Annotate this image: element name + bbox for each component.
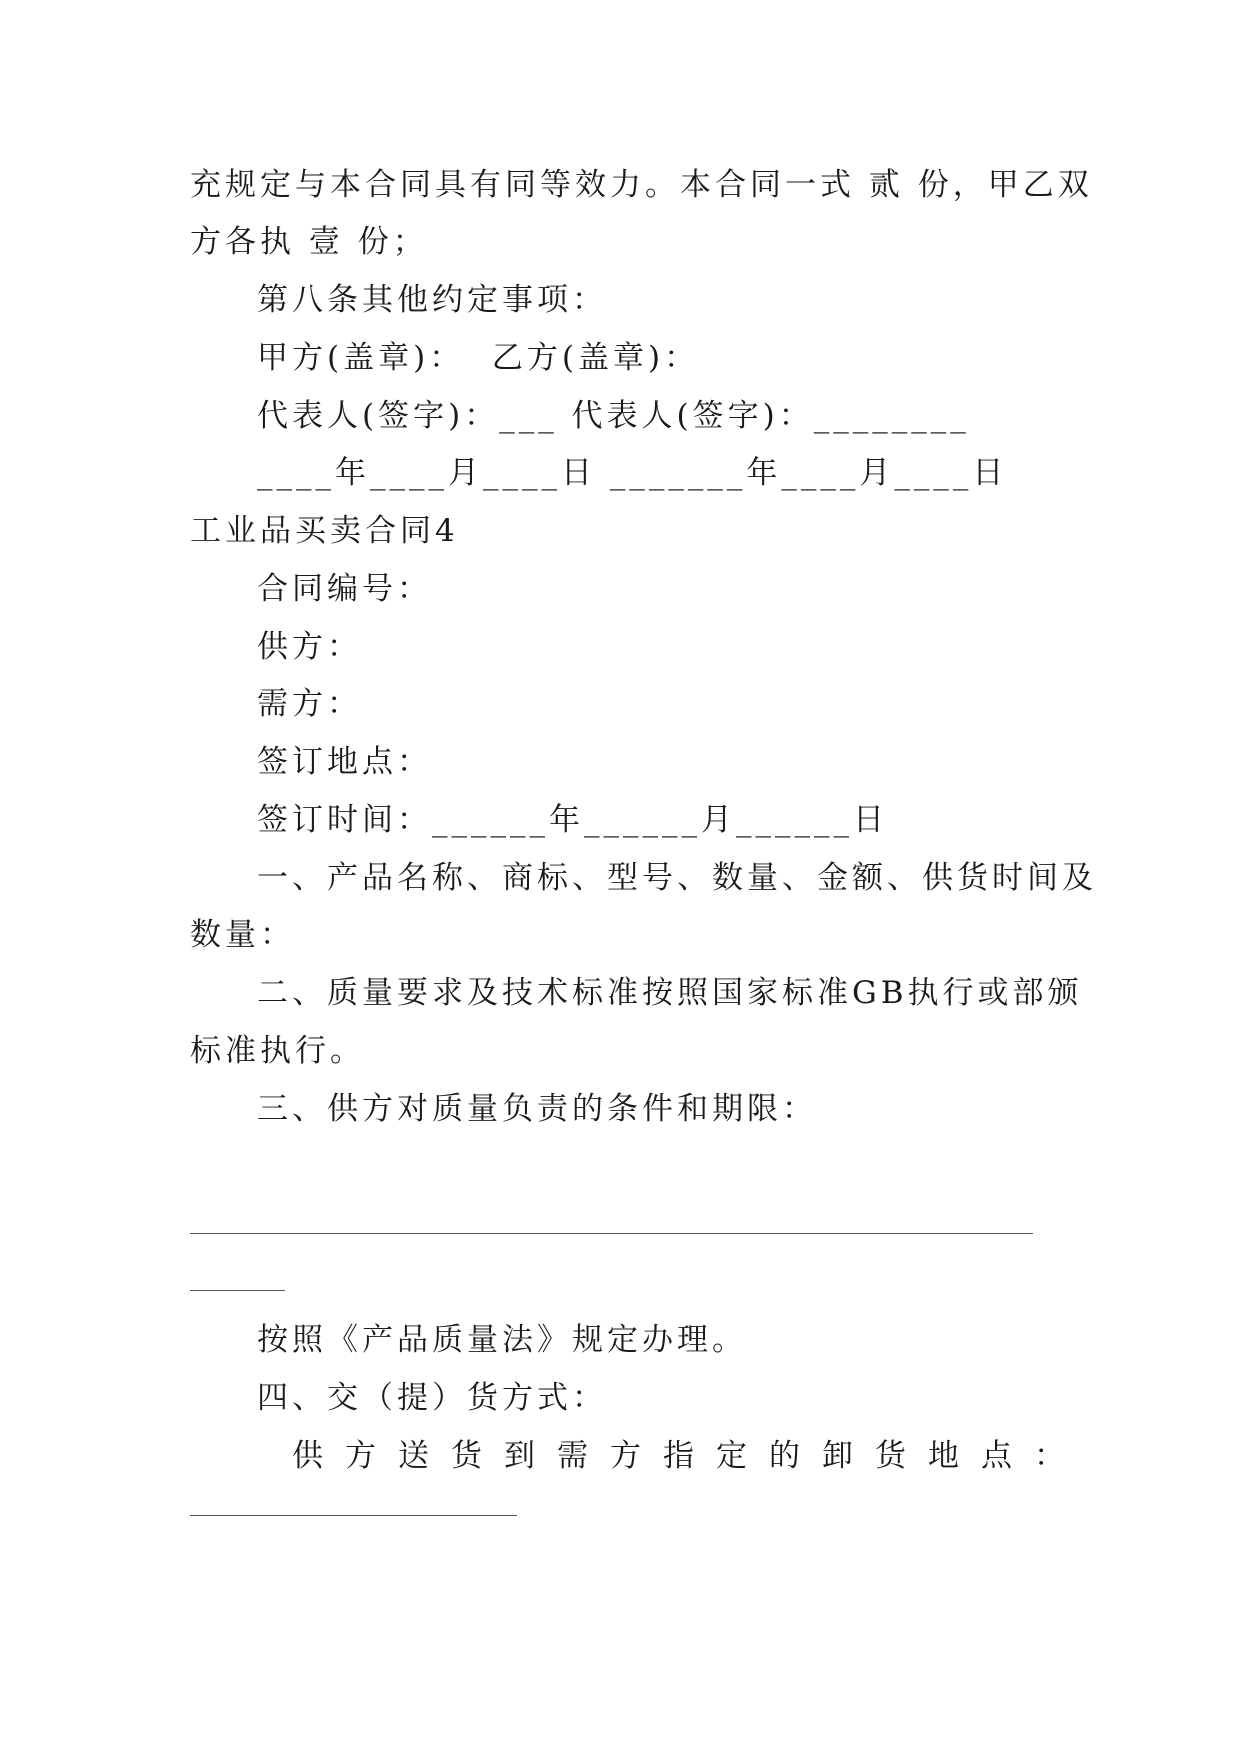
signature-line: 代表人(签字)：___ 代表人(签字)：________	[257, 398, 970, 434]
clause-four: 四、交（提）货方式：	[257, 1380, 607, 1416]
article-heading: 第八条其他约定事项：	[257, 282, 607, 318]
paragraph-line: 方各执 壹 份；	[190, 224, 428, 260]
date-line: ____年____月____日 _______年____月____日	[257, 455, 1008, 491]
clause-one: 一、产品名称、商标、型号、数量、金额、供货时间及	[257, 860, 1097, 896]
blank-fill-line	[190, 1515, 517, 1516]
buyer-label: 需方：	[257, 686, 362, 722]
blank-fill-line	[190, 1233, 1033, 1234]
contract-title: 工业品买卖合同4	[190, 513, 459, 549]
signing-time-label: 签订时间：______年______月______日	[257, 802, 888, 838]
signing-place-label: 签订地点：	[257, 744, 432, 780]
clause-one-continued: 数量：	[190, 917, 295, 953]
clause-two-continued: 标准执行。	[190, 1033, 365, 1069]
clause-three: 三、供方对质量负责的条件和期限：	[257, 1091, 817, 1127]
paragraph-line: 充规定与本合同具有同等效力。本合同一式 贰 份，甲乙双	[190, 167, 1093, 203]
seal-line: 甲方(盖章)： 乙方(盖章)：	[257, 340, 700, 376]
blank-fill-line	[190, 1290, 285, 1291]
contract-number-label: 合同编号：	[257, 571, 432, 607]
delivery-location-line: 供方送货到需方指定的卸货地点：	[292, 1438, 1087, 1474]
supplier-label: 供方：	[257, 629, 362, 665]
clause-two: 二、质量要求及技术标准按照国家标准GB执行或部颁	[257, 975, 1083, 1011]
clause-three-note: 按照《产品质量法》规定办理。	[257, 1322, 747, 1358]
